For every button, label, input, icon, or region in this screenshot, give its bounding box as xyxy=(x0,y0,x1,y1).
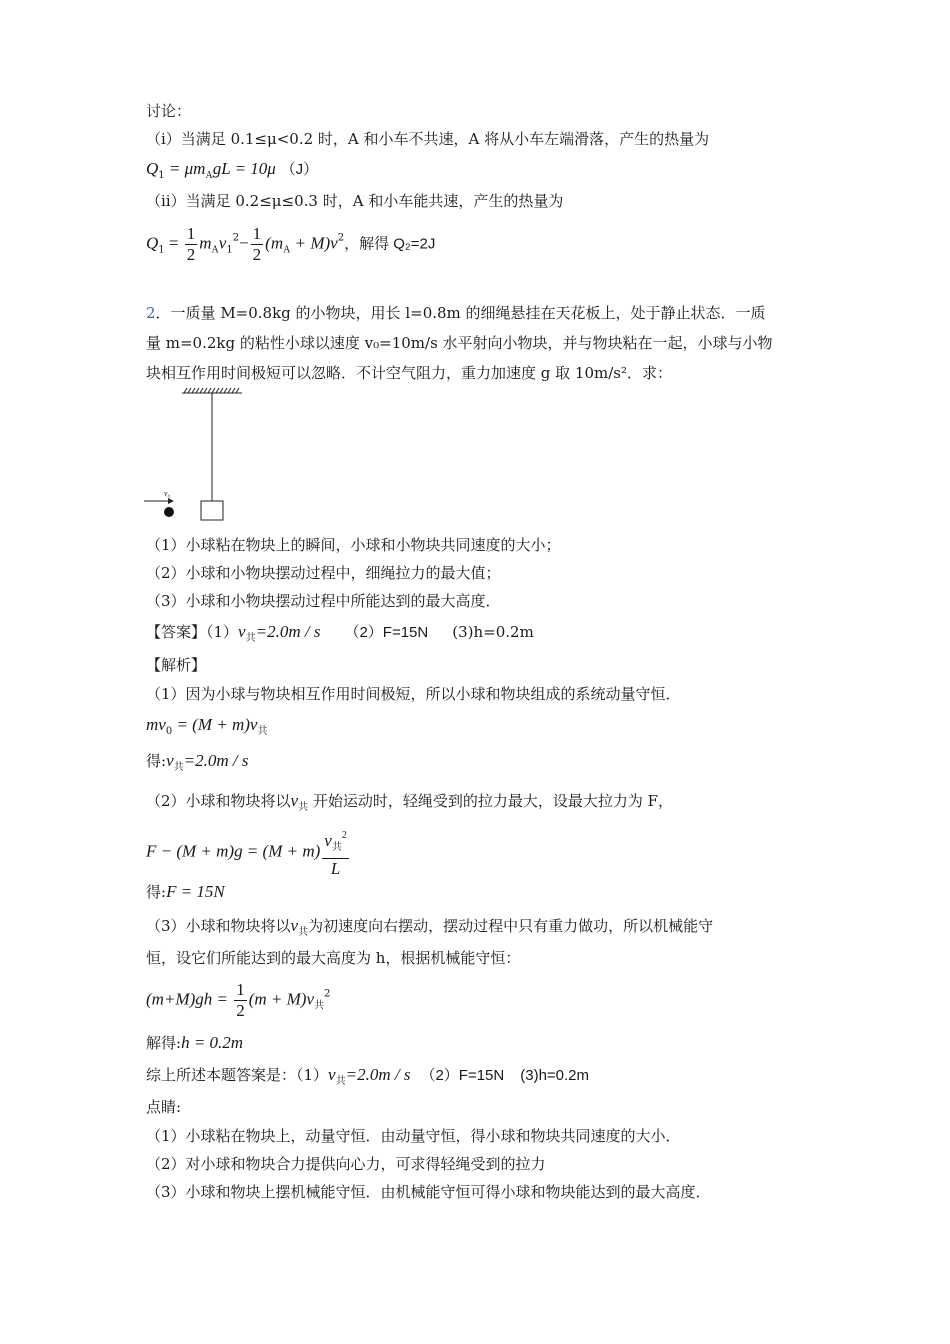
problem-2-line-3: 块相互作用时间极短可以忽略．不计空气阻力，重力加速度 g 取 10m/s²．求： xyxy=(146,364,672,382)
formula-heat-case-1: $Q_1 = \mu m_AgL = 10\mu$ （J） xyxy=(146,159,319,181)
question-1: （1）小球粘在物块上的瞬间，小球和小物块共同速度的大小； xyxy=(146,536,561,554)
answer-line: 【答案】$(1)v_共=2.0m / s$ （2）F=15N (3)h=0.2m xyxy=(146,622,534,644)
velocity-label: v₀ xyxy=(164,489,171,498)
analysis-part-3-line-2: 恒，设它们所能达到的最大高度为 h，根据机械能守恒： xyxy=(146,949,521,967)
equation-tension: F − (M + m)g = (M + m) $\frac{v_共^2}{L}$ xyxy=(146,826,351,879)
velocity-arrow-head xyxy=(168,498,174,504)
ceiling-hatch xyxy=(182,388,242,393)
comment-2: （2）对小球和物块合力提供向心力，可求得轻绳受到的拉力 xyxy=(146,1155,546,1173)
analysis-part-1: （1）因为小球与物块相互作用时间极短，所以小球和物块组成的系统动量守恒． xyxy=(146,685,681,703)
problem-2-line-2: 量 m=0.2kg 的粘性小球以速度 v₀=10m/s 水平射向小物块，并与物块粘在一起，小球与小物 xyxy=(146,334,773,352)
problem-number: 2 xyxy=(146,304,156,322)
analysis-part-3-line-1: （3）小球和物块将以$v_共$为初速度向右摆动，摆动过程中只有重力做功，所以机械能守 xyxy=(146,916,714,938)
comment-1: （1）小球粘在物块上，动量守恒．由动量守恒，得小球和物块共同速度的大小． xyxy=(146,1127,681,1145)
formula-heat-case-2: $Q_1$ = $\frac{1}{2}$ $m_Av_1^2-$ $\frac{1}{2}$ $(m_A + M)v^2$，解得 Q₂=2J xyxy=(146,224,436,264)
result-height: 解得:h = 0.2m xyxy=(146,1033,244,1052)
discussion-case-2: （ⅱ）当满足 0.2≤μ≤0.3 时，A 和小车能共速，产生的热量为 xyxy=(146,192,564,210)
analysis-part-2: （2）小球和物块将以$v_共$ 开始运动时，轻绳受到的拉力最大，设最大拉力为 F， xyxy=(146,791,674,813)
result-velocity: 得$:v_共=2.0m / s$ xyxy=(146,751,249,773)
summary-line: 综上所述本题答案是：$(1)v_共=2.0m / s$ （2）F=15N (3)h=0.2m xyxy=(146,1065,590,1087)
result-tension: 得:F = 15N xyxy=(146,882,225,901)
question-3: （3）小球和小物块摆动过程中所能达到的最大高度． xyxy=(146,592,501,610)
pendulum-diagram xyxy=(140,385,270,525)
analysis-label: 【解析】 xyxy=(146,656,207,674)
discussion-heading: 讨论： xyxy=(146,102,192,120)
block xyxy=(201,501,223,520)
equation-energy: (m+M)gh = $\frac{1}{2}$ $(m + M)v_共^2$ xyxy=(146,980,331,1020)
equation-momentum: $mv_0 = (M + m)v_共$ xyxy=(146,715,268,737)
problem-2-line-1: 2．一质量 M=0.8kg 的小物块，用长 l=0.8m 的细绳悬挂在天花板上，处于静止状态．一质 xyxy=(146,304,766,322)
comment-label: 点睛: xyxy=(146,1098,182,1116)
ball xyxy=(164,507,174,517)
discussion-case-1: （ⅰ）当满足 0.1≤μ<0.2 时，A 和小车不共速，A 将从小车左端滑落，产生的热量为 xyxy=(146,130,710,148)
comment-3: （3）小球和物块上摆机械能守恒．由机械能守恒可得小球和物块能达到的最大高度． xyxy=(146,1183,711,1201)
question-2: （2）小球和小物块摆动过程中，细绳拉力的最大值； xyxy=(146,564,501,582)
